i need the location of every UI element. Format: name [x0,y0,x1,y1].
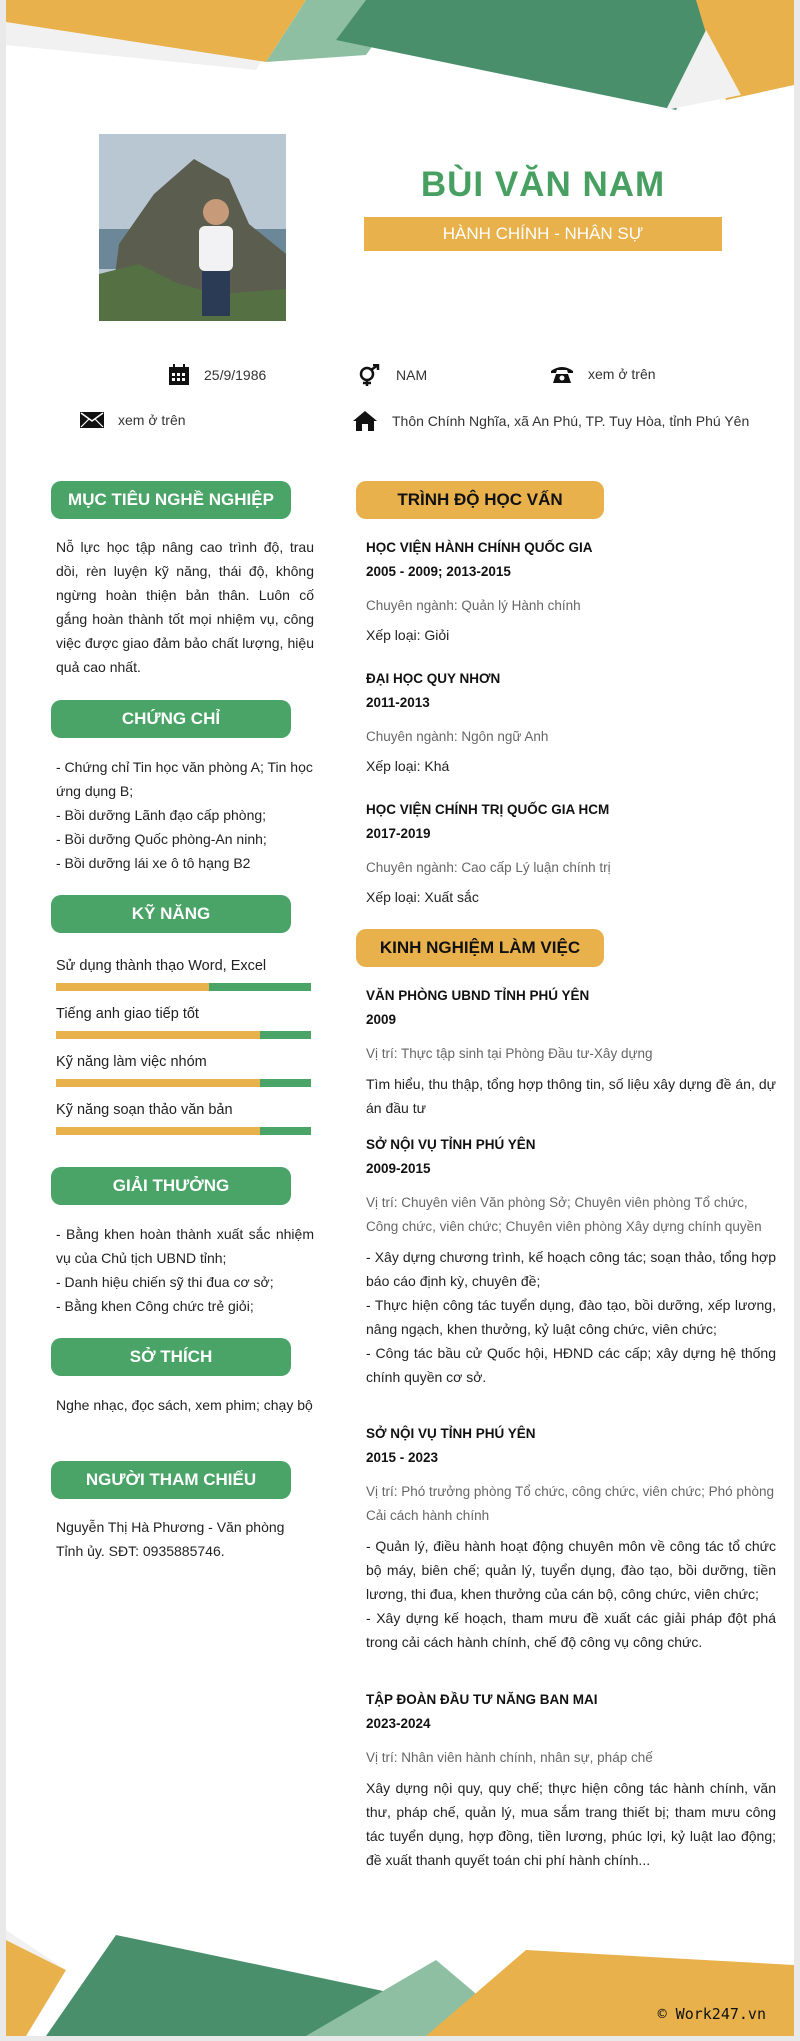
top-decoration [6,0,794,115]
company-name: VĂN PHÒNG UBND TỈNH PHÚ YÊN [366,988,590,1003]
company-desc: - Xây dựng chương trình, kế hoạch công tác; soạn thảo, tổng hợp báo cáo định kỳ, chuyên đề; - Thực hiện công tác tuyển dụng, đào tạo, bồi dưỡng, xếp lương, nâng ngạch, khen thưởng, kỷ luật công chức, viên chức; - Công tác bầu cử Quốc hội, HĐND các cấp; xây dựng hệ thống chính quyền cơ sở. [366,1249,776,1385]
certificates-list [56,755,314,875]
skill-bar [56,1127,311,1135]
certificate-item: - Bồi dưỡng lái xe ô tô hạng B2 [56,855,251,871]
experience-header: KINH NGHIỆM LÀM VIỆC [356,929,604,967]
phone-info [550,364,656,384]
phone-value: xem ở trên [588,366,656,382]
award-item: - Bằng khen Công chức trẻ giỏi; [56,1298,254,1314]
avatar-photo [99,134,286,321]
skill-bar [56,983,311,991]
school-years: 2005 - 2009; 2013-2015 [366,564,511,579]
school-name: HỌC VIỆN HÀNH CHÍNH QUỐC GIA [366,540,593,555]
certificate-item: - Chứng chỉ Tin học văn phòng A; Tin học ứng dụng B; [56,759,313,799]
calendar-icon [168,364,190,386]
phone-icon [550,364,574,384]
company-years: 2023-2024 [366,1716,431,1731]
watermark: © Work247.vn [657,2005,766,2023]
school-name: HỌC VIỆN CHÍNH TRỊ QUỐC GIA HCM [366,802,610,817]
objective-header: MỤC TIÊU NGHỀ NGHIỆP [51,481,291,519]
certificates-header: CHỨNG CHỈ [51,700,291,738]
email-info [80,412,186,428]
email-value: xem ở trên [118,412,186,428]
company-name: TẬP ĐOÀN ĐẦU TƯ NĂNG BAN MAI [366,1692,598,1707]
awards-header: GIẢI THƯỞNG [51,1167,291,1205]
company-desc: Xây dựng nội quy, quy chế; thực hiện công tác hành chính, văn thư, pháp chế, quản lý, mua sắm trang thiết bị; tham mưu công tác tuyển dụng, hợp đồng, tiền lương, phúc lợi, kỷ luật lao động; đề xuất thanh quyết toán chi phí hành chính... [366,1780,776,1868]
gender-icon [358,364,382,386]
skill-bar [56,1031,311,1039]
skill-label: Sử dụng thành thạo Word, Excel [56,958,267,974]
gender-value: NAM [396,367,428,383]
school-years: 2017-2019 [366,826,431,841]
education-header: TRÌNH ĐỘ HỌC VẤN [356,481,604,519]
school-grade: Xếp loại: Giỏi [366,627,450,643]
envelope-icon [80,412,104,428]
reference-text: Nguyễn Thị Hà Phương - Văn phòng Tỉnh ủy. SĐT: 0935885746. [56,1519,285,1559]
hobbies-text: Nghe nhạc, đọc sách, xem phim; chạy bộ [56,1397,313,1413]
gender-info [358,364,427,386]
address-value: Thôn Chính Nghĩa, xã An Phú, TP. Tuy Hòa, tỉnh Phú Yên [392,413,750,429]
objective-text: Nỗ lực học tập nâng cao trình độ, trau dồi, rèn luyện kỹ năng, thái độ, không ngừng hoàn thiện bản thân. Luôn cố gắng hoàn thành tốt mọi nhiệm vụ, công việc được giao đảm bảo chất lượng, hiệu quả cao nhất. [56,539,314,675]
school-grade: Xếp loại: Xuất sắc [366,889,479,905]
company-years: 2009-2015 [366,1161,431,1176]
school-grade: Xếp loại: Khá [366,758,450,774]
company-name: SỞ NỘI VỤ TỈNH PHÚ YÊN [366,1137,536,1152]
company-years: 2009 [366,1012,397,1027]
company-position: Vị trí: Thực tập sinh tại Phòng Đầu tư-Xây dựng [366,1046,653,1061]
school-major: Chuyên ngành: Ngôn ngữ Anh [366,729,549,744]
company-position: Vị trí: Nhân viên hành chính, nhân sự, pháp chế [366,1750,653,1765]
awards-list [56,1222,314,1318]
certificate-item: - Bồi dưỡng Lãnh đạo cấp phòng; [56,807,267,823]
company-desc: - Quản lý, điều hành hoạt động chuyên môn về công tác tổ chức bộ máy, biên chế; quản lý, tuyển dụng, đào tạo, bồi dưỡng, tiền lương, thi đua, khen thưởng của cán bộ, công chức, viên chức; - Xây dựng kế hoạch, tham mưu đề xuất các giải pháp đột phá trong cải cách hành chính, chế độ công vụ công chức. [366,1538,776,1650]
home-icon [352,410,378,432]
certificate-item: - Bồi dưỡng Quốc phòng-An ninh; [56,831,267,847]
skill-bar [56,1079,311,1087]
company-years: 2015 - 2023 [366,1450,439,1465]
reference-header: NGƯỜI THAM CHIẾU [51,1461,291,1499]
company-position: Vị trí: Chuyên viên Văn phòng Sở; Chuyên viên phòng Tổ chức, Công chức, viên chức; Chuyên viên phòng Xây dựng chính quyền [366,1195,762,1234]
company-desc: Tìm hiểu, thu thập, tổng hợp thông tin, số liệu xây dựng đề án, dự án đầu tư [366,1076,776,1116]
skill-label: Tiếng anh giao tiếp tốt [56,1006,199,1022]
award-item: - Danh hiệu chiến sỹ thi đua cơ sở; [56,1274,274,1290]
full-name: BÙI VĂN NAM [420,165,666,204]
company-position: Vị trí: Phó trưởng phòng Tổ chức, công chức, viên chức; Phó phòng Cải cách hành chính [366,1484,774,1523]
school-name: ĐẠI HỌC QUY NHƠN [366,671,501,686]
skills-header: KỸ NĂNG [51,895,291,933]
birthday-value: 25/9/1986 [204,367,267,383]
job-title: HÀNH CHÍNH - NHÂN SỰ [364,217,722,251]
school-major: Chuyên ngành: Quản lý Hành chính [366,598,581,613]
skill-label: Kỹ năng soạn thảo văn bản [56,1102,233,1118]
school-major: Chuyên ngành: Cao cấp Lý luận chính trị [366,860,611,875]
award-item: - Bằng khen hoàn thành xuất sắc nhiệm vụ của Chủ tịch UBND tỉnh; [56,1226,314,1266]
company-name: SỞ NỘI VỤ TỈNH PHÚ YÊN [366,1426,536,1441]
cv-page [6,0,794,2036]
school-years: 2011-2013 [366,695,430,710]
birthday-info [168,364,266,386]
skill-label: Kỹ năng làm việc nhóm [56,1054,207,1070]
address-info [352,410,749,432]
hobbies-header: SỞ THÍCH [51,1338,291,1376]
